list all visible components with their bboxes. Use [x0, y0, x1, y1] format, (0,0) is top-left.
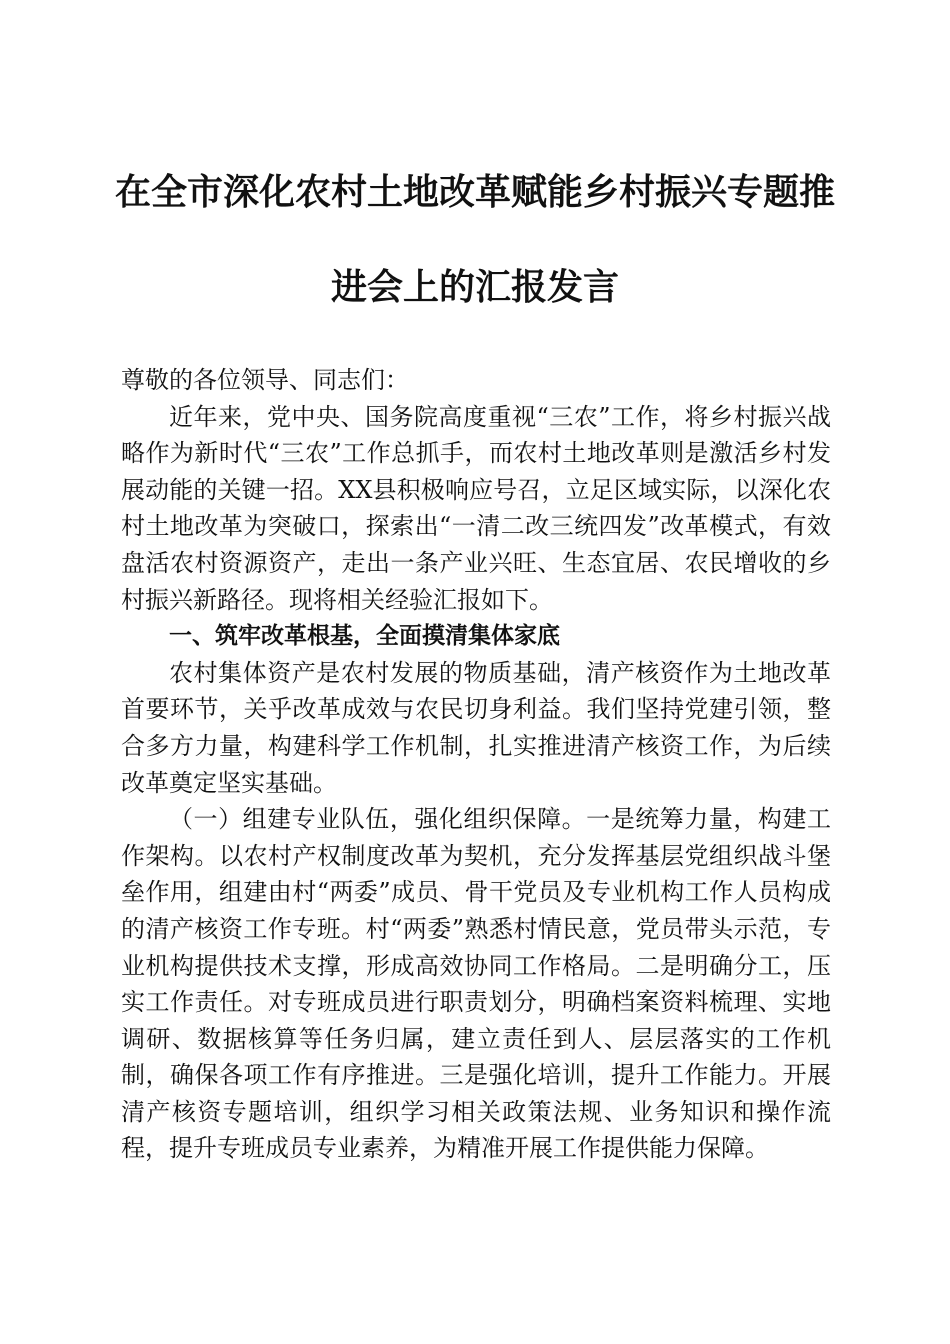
document-body [121, 362, 831, 1167]
section-1-heading: 一、筑牢改革根基，全面摸清集体家底 [169, 623, 560, 650]
subsection-1-paragraph [121, 801, 831, 1167]
intro-paragraph: 近年来，党中央、国务院高度重视“三农”工作，将乡村振兴战略作为新时代“三农”工作总抓手，而农村土地改革则是激活乡村发展动能的关键一招。XX县积极响应号召，立足区域实际，以深化农村土地改革为突破口，探索出“一清二改三统四发”改革模式，有效盘活农村资源资产，走出一条产业兴旺、生态宜居、农民增收的乡村振兴新路径。现将相关经验汇报如下。 [121, 402, 831, 614]
document-title-line-1: 在全市深化农村土地改革赋能乡村振兴专题推 [114, 171, 835, 213]
section-1-paragraph: 农村集体资产是农村发展的物质基础，清产核资作为土地改革首要环节，关乎改革成效与农民切身利益。我们坚持党建引领，整合多方力量，构建科学工作机制，扎实推进清产核资工作，为后续改革奠定坚实基础。 [121, 658, 831, 797]
subsection-1-text: 一是统筹力量，构建工作架构。以农村产权制度改革为契机，充分发挥基层党组织战斗堡垒作用，组建由村“两委”成员、骨干党员及专业机构工作人员构成的清产核资工作专班。村“两委”熟悉村情民意，党员带头示范，专业机构提供技术支撑，形成高效协同工作格局。二是明确分工，压实工作责任。对专班成员进行职责划分，明确档案资料梳理、实地调研、数据核算等任务归属，建立责任到人、层层落实的工作机制，确保各项工作有序推进。三是强化培训，提升工作能力。开展清产核资专题培训，组织学习相关政策法规、业务知识和操作流程，提升专班成员专业素养，为精准开展工作提供能力保障。 [121, 805, 832, 1163]
document-title-line-2: 进会上的汇报发言 [330, 266, 619, 308]
subsection-1-lead: （一）组建专业队伍，强化组织保障。 [169, 805, 587, 834]
salutation: 尊敬的各位领导、同志们： [121, 366, 409, 394]
